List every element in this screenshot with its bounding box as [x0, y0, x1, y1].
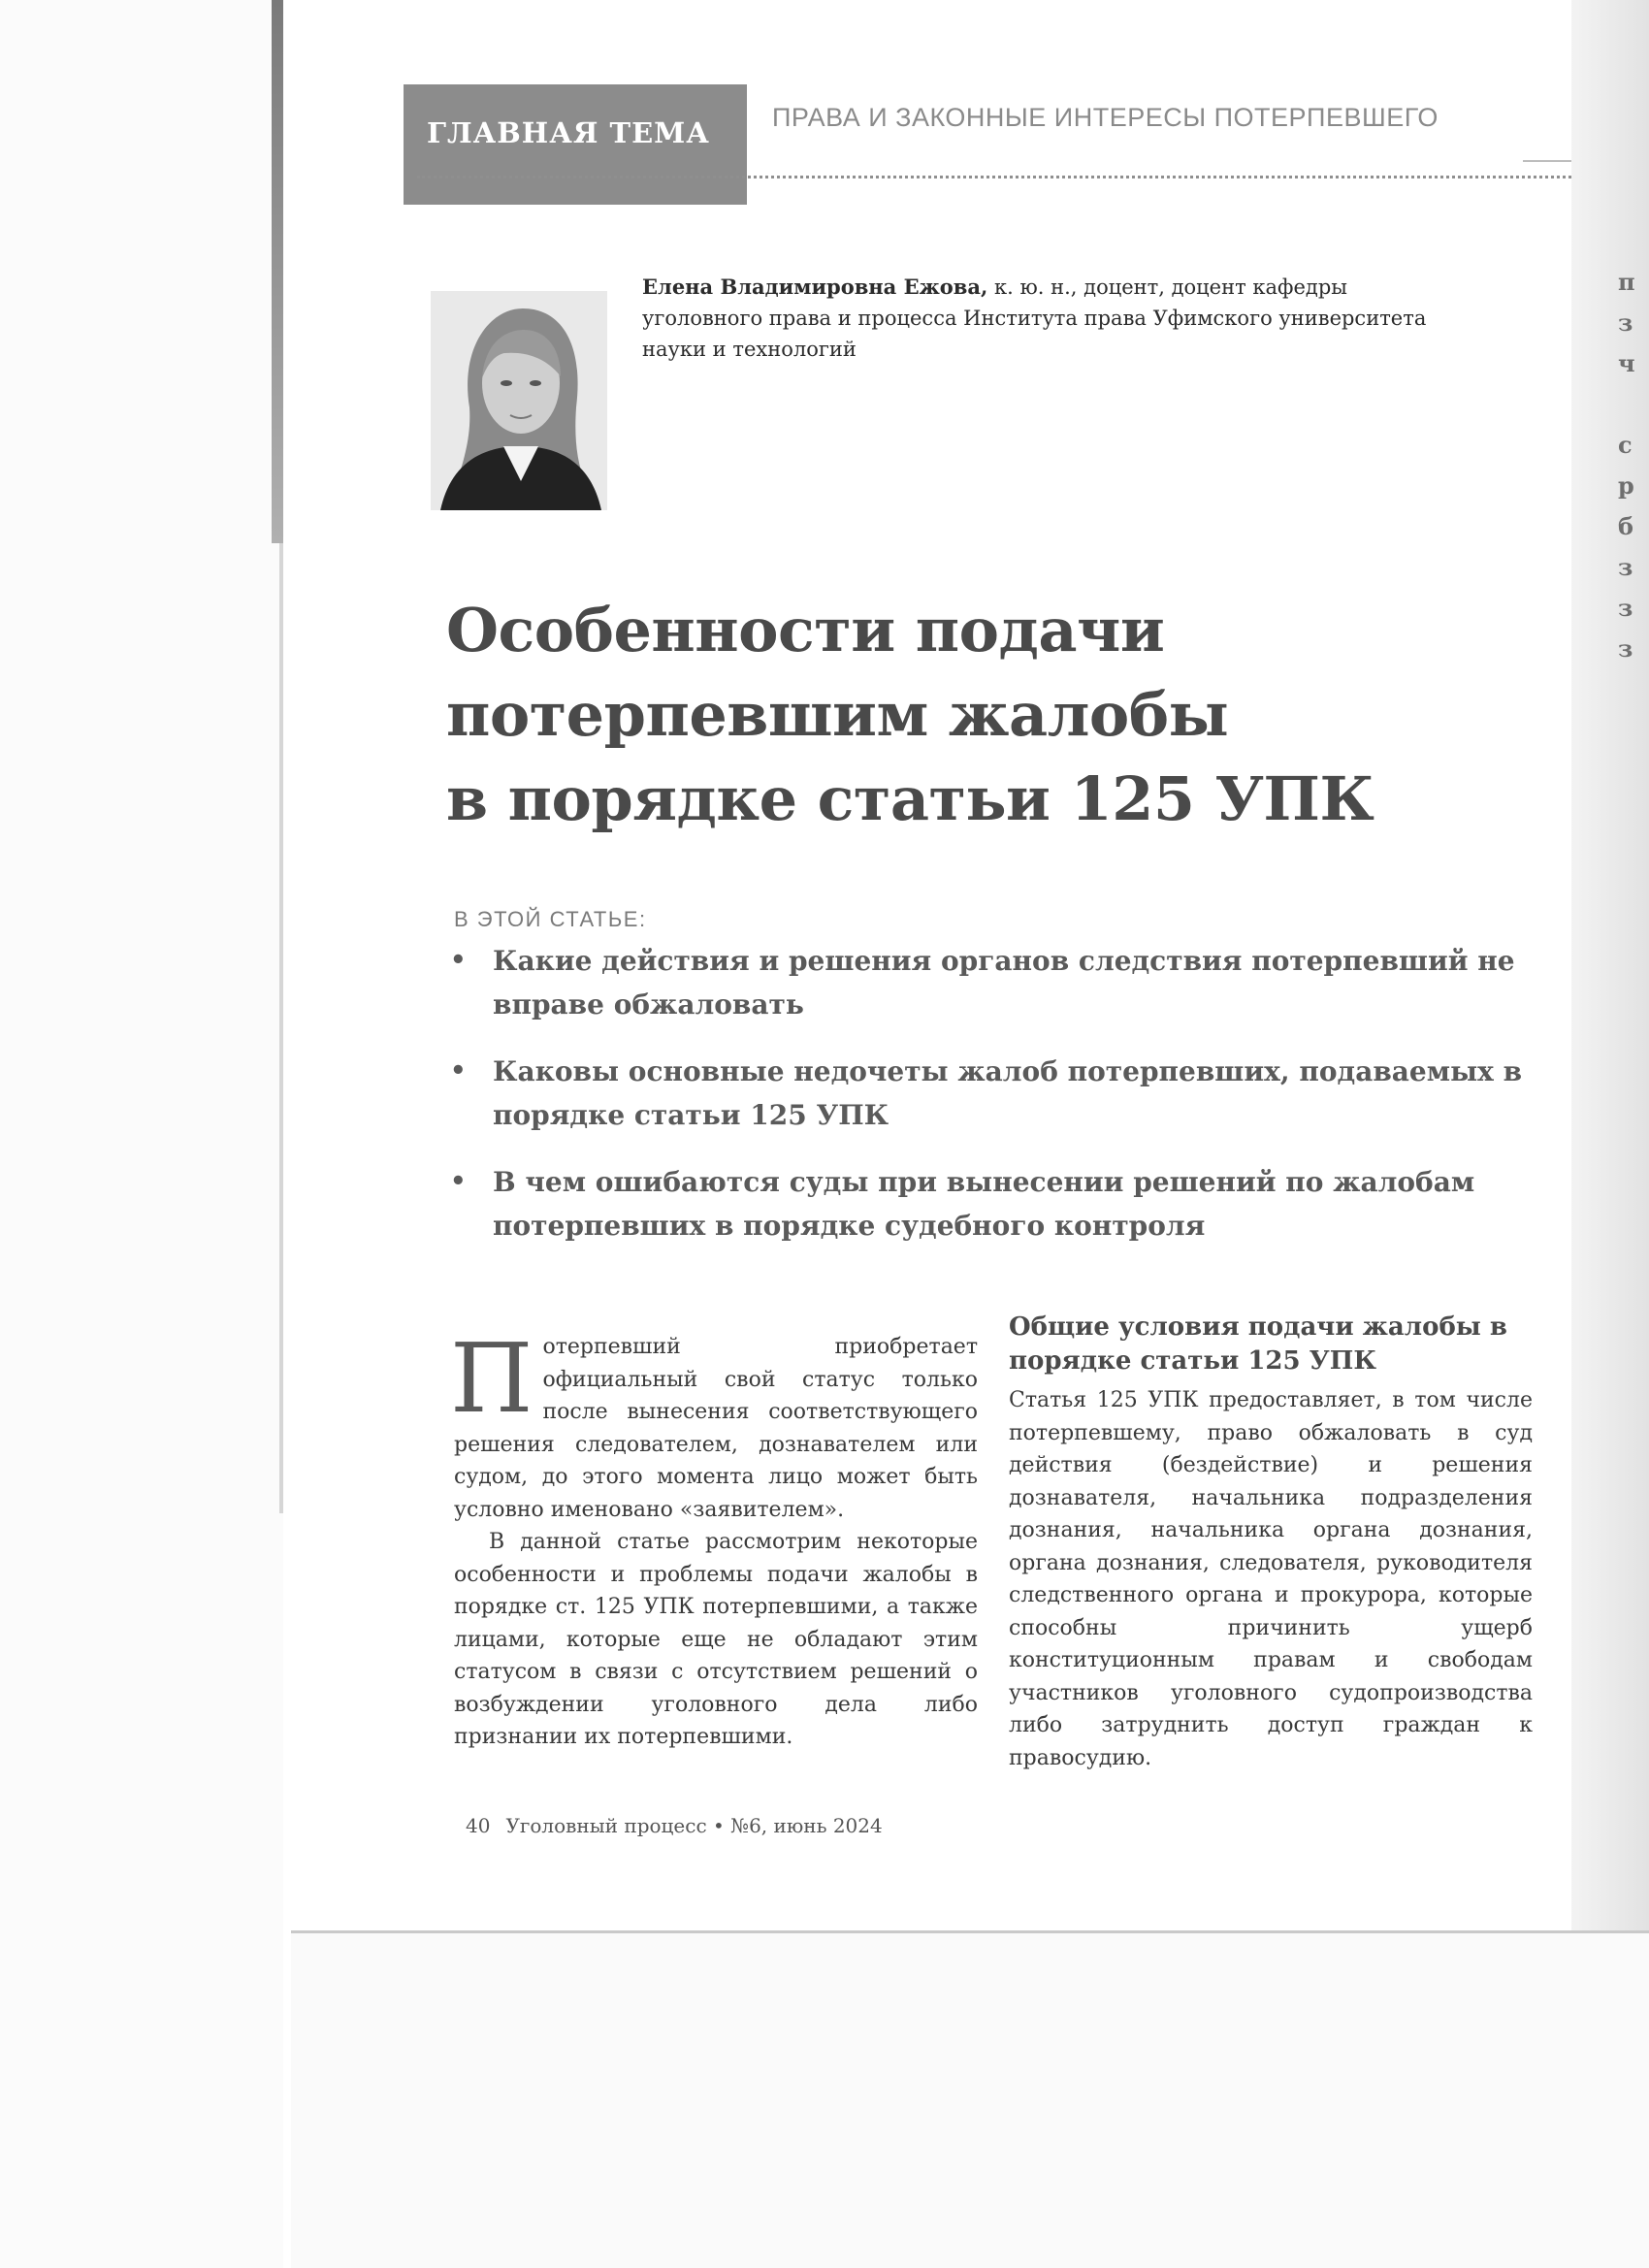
header-dotted-rule: [417, 176, 1571, 178]
body-paragraph: В данной статье рассмотрим некоторые особенности и проблемы подачи жалобы в порядке ст. 125 УПК потерпевшими, а также лицами, которые еще не обладают этим статусом в связи с отсутствием решений о возбуждении уголовного дела либо признании их потерпевшими.: [454, 1530, 978, 1749]
body-paragraph: Статья 125 УПК предоставляет, в том числе потерпевшему, право обжаловать в суд действия (бездействие) и решения дознавателя, начальника подразделения дознания, начальника органа дознания, органа дознания, следователя, руководителя следственного органа и прокурора, которые способны причинить ущерб конституционным правам и свободам участников уголовного судопроизводства либо затруднить доступ граждан к правосудию.: [1009, 1388, 1533, 1770]
title-line: в порядке статьи 125 УПК: [446, 763, 1374, 834]
article-title: [446, 588, 1513, 841]
article-highlights: [446, 939, 1533, 1271]
in-article-label: В ЭТОЙ СТАТЬЕ:: [454, 907, 647, 931]
scan-left-margin: [0, 0, 283, 2268]
left-column: [450, 1324, 978, 1754]
intro-paragraph: Потерпевший приобретает официальный свой статус только после вынесения соответствующего решения следователем, дознавателем или судом, до этого момента лицо может быть условно именовано «заявителем».: [450, 1324, 978, 1522]
scan-bottom-edge: [291, 1930, 1649, 1933]
section-label: ГЛАВНАЯ ТЕМА: [427, 116, 710, 149]
dropcap-letter: П: [450, 1324, 534, 1435]
header-rule-mark: [1523, 160, 1571, 176]
scan-bottom-margin: [291, 1930, 1649, 2268]
author-credentials: к. ю. н., доцент, доцент кафедры уголовного права и процесса Института права Уфимского университета науки и технологий: [642, 275, 1427, 361]
page-number: 40: [466, 1814, 491, 1837]
scan-binding-shadow: [272, 0, 283, 543]
title-line: Особенности подачи: [446, 595, 1165, 665]
section-heading: Общие условия подачи жалобы в порядке статьи 125 УПК: [1009, 1312, 1507, 1376]
right-column: [1009, 1311, 1533, 1774]
next-page-bleed: п з ч с р б з з з: [1618, 268, 1635, 663]
highlight-item: • Каковы основные недочеты жалоб потерпевших, подаваемых в порядке статьи 125 УПК: [446, 1050, 1533, 1137]
highlight-item: • В чем ошибаются суды при вынесении решений по жалобам потерпевших в порядке судебного контроля: [446, 1160, 1533, 1247]
author-photo: [431, 291, 607, 510]
bullet-icon: •: [450, 946, 467, 975]
author-bio: [642, 272, 1447, 365]
title-line: потерпевшим жалобы: [446, 679, 1229, 750]
publication-info: Уголовный процесс • №6, июнь 2024: [505, 1814, 883, 1837]
scan-page-edge: [279, 543, 283, 1513]
bullet-icon: •: [450, 1167, 467, 1196]
author-name: Елена Владимировна Ежова,: [642, 275, 988, 299]
page-footer: [466, 1814, 883, 1837]
highlight-item: • Какие действия и решения органов следствия потерпевший не вправе обжаловать: [446, 939, 1533, 1026]
bullet-icon: •: [450, 1056, 467, 1085]
section-subject: ПРАВА И ЗАКОННЫЕ ИНТЕРЕСЫ ПОТЕРПЕВШЕГО: [772, 103, 1439, 132]
